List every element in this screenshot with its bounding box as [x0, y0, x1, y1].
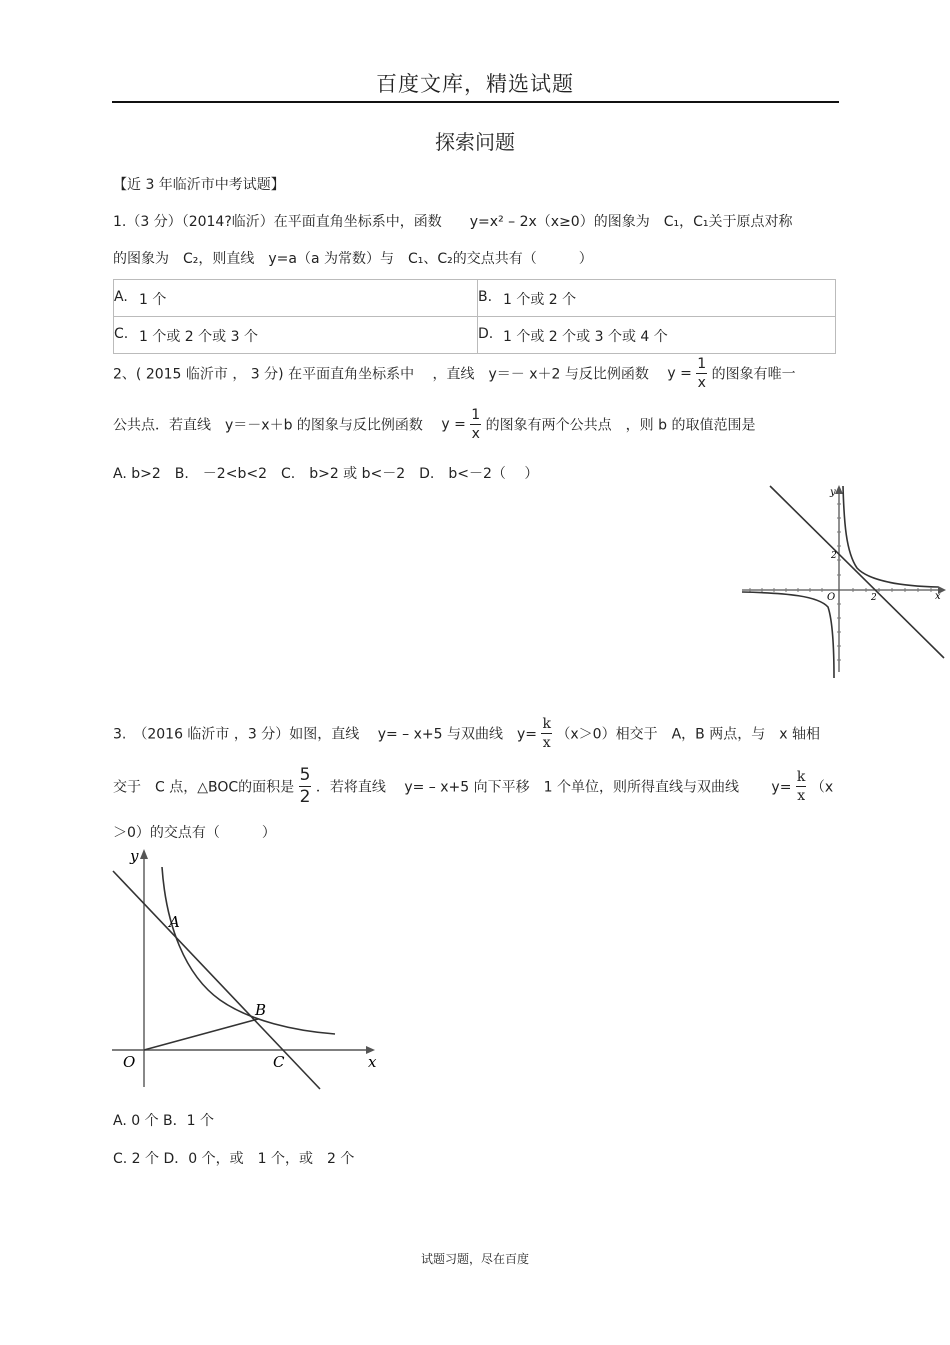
q3-line-1: 3. （2016 临沂市 ，3 分）如图，直线 y= – x+5 与双曲线 y= $\frac{k}{x}$ （x＞0）相交于 A，B 两点，与 x 轴相 — [113, 716, 820, 751]
x-axis-label: x — [935, 591, 941, 602]
q2-line-1: 2、( 2015 临沂市 ， 3 分) 在平面直角坐标系中 ，直线 y＝－ x＋2 与反比例函数 y = $\frac{1}{x}$ 的图象有唯一 — [113, 356, 796, 391]
segment-ob — [144, 1019, 258, 1050]
section-heading: 【近 3 年临沂市中考试题】 — [113, 177, 285, 193]
y-axis-label: y — [130, 847, 139, 865]
page-footer: 试题习题，尽在百度 — [420, 1252, 529, 1266]
origin-label: O — [827, 592, 836, 603]
q2-choices: A. b>2 B. －2<b<2 C. b>2 或 b<－2 D. b<－2（ ） — [113, 466, 539, 482]
q3-graph — [110, 845, 380, 1095]
q1-line-1: 1.（3 分）（2014?临沂）在平面直角坐标系中，函数 y=x² – 2x（x≥0）的图象为 C₁，C₁关于原点对称 — [113, 214, 793, 230]
y-axis-label: y — [830, 487, 836, 498]
q3-choices-cd: C. 2 个 D．0 个，或 1 个，或 2 个 — [113, 1151, 355, 1167]
fraction-k-over-x: $\frac{k}{x}$ — [796, 769, 806, 804]
point-a-label: A — [169, 913, 180, 931]
x-axis-label: x — [368, 1053, 377, 1071]
point-c-label: C — [273, 1053, 285, 1071]
hyperbola-branch-negative — [742, 592, 834, 678]
point-b-label: B — [255, 1001, 267, 1019]
q3-line-2: 交于 C 点，△BOC的面积是 $\frac{5}{2}$ ．若将直线 y= – x+5 向下平移 1 个单位，则所得直线与双曲线 y= $\frac{k}{x}$ （x — [113, 765, 834, 807]
fraction-1-over-x: $\frac{1}{x}$ — [471, 407, 481, 442]
q2-graph — [738, 482, 948, 678]
q1-option-a: A. 1 个 — [114, 280, 478, 317]
line-y-neg-x-plus-2 — [770, 486, 944, 658]
page-title: 探索问题 — [435, 130, 515, 154]
fraction-5-over-2: $\frac{5}{2}$ — [299, 765, 311, 807]
x-tick-label: 2 — [871, 593, 877, 603]
q1-options-table — [113, 279, 836, 354]
y-axis-arrow-icon — [835, 485, 843, 494]
q1-option-c: C. 1 个或 2 个或 3 个 — [114, 317, 478, 354]
header-rule — [112, 101, 839, 103]
q3-line-3: ＞0）的交点有（ ） — [113, 825, 276, 841]
q3-choices-ab: A. 0 个 B．1 个 — [113, 1113, 215, 1129]
q2-line-2: 公共点．若直线 y＝－x＋b 的图象与反比例函数 y = $\frac{1}{x}$ 的图象有两个公共点 ，则 b 的取值范围是 — [113, 407, 756, 442]
fraction-1-over-x: $\frac{1}{x}$ — [697, 356, 707, 391]
origin-label: O — [123, 1053, 136, 1071]
y-tick-label: 2 — [831, 551, 837, 561]
fraction-k-over-x: $\frac{k}{x}$ — [542, 716, 551, 751]
page-header: 百度文库，精选试题 — [376, 72, 574, 96]
q1-option-b: B. 1 个或 2 个 — [478, 280, 836, 317]
y-axis-arrow-icon — [140, 849, 148, 859]
q1-line-2: 的图象为 C₂，则直线 y=a（a 为常数）与 C₁、C₂的交点共有（ ） — [113, 251, 593, 267]
q1-option-d: D. 1 个或 2 个或 3 个或 4 个 — [478, 317, 836, 354]
